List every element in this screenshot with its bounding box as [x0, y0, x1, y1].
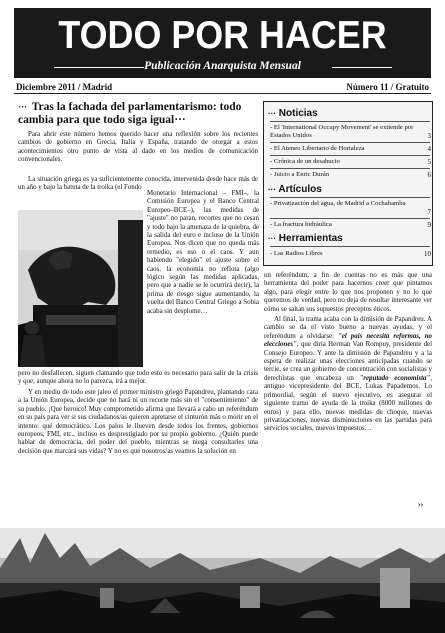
- subtitle-rule-right: [332, 67, 392, 68]
- toc-divider: [270, 121, 430, 122]
- toc-bullet: ···: [268, 185, 276, 194]
- pull-quote-reformas: "el país necesita reformas, no elecciones": [264, 332, 432, 349]
- right-paragraph-2-middle: , que diría Herman Van Rompuy, presidente del Consejo Europeo. Y ante la dimisión de Papandreu y a la espera de realizar unas elecciones anticipadas cuando se tercie, se crea un gobierno de concentración con socialistas y derechistas que encabeza un: [264, 341, 432, 382]
- masthead: [14, 8, 431, 78]
- issue-date: Diciembre 2011 / Madrid: [16, 82, 113, 92]
- toc-bullet: ···: [268, 109, 276, 118]
- toc-page-number: 7: [427, 208, 431, 216]
- issue-number: Número 11 / Gratuito: [346, 82, 429, 92]
- newspaper-title: TODO POR HACER: [58, 14, 387, 57]
- article-paragraph-2-wrap: Monetario Internacional – FMI–, la Comisión Europea y el Banco Central Europeo–BCE–), las medidas de "ajuste" no paran, recortes que no cesan y todo bajo la amenaza de la quiebra, de la salida del euro e incluso de la Unión Europea. Nos dicen que no queda más remedio, es eso o el caos. Y aun habiendo "elegido" el ajuste sobre el caos, la economía no reflota (algo lógico según las medidas aplicadas, pero que a nadie se le ocurrirá decir), la prima de riesgo sigue aumentando, la vuelta del Banco Central Griego a Sobia acaba sin desplome…: [147, 190, 259, 315]
- toc-page-number: 5: [427, 158, 431, 166]
- toc-bullet: ···: [268, 234, 276, 243]
- article-paragraph-2-top: La situación griega es ya suficientemente conocida, intervenida desde hace más de un año y bajo la batuta de la troika (el Fondo: [18, 176, 258, 192]
- article-headline: [18, 101, 258, 127]
- right-paragraph-2: [264, 316, 432, 434]
- toc-divider: [270, 197, 430, 198]
- toc-divider: [270, 246, 430, 247]
- toc-heading-articulos: [268, 184, 322, 195]
- article-photo: [18, 210, 143, 367]
- right-paragraph-2-start: Al final, la trama acaba con la dimisión de Papandreu. A cambio se da el visto bueno a nuevas ayudas, y el referéndum a olvidarse:: [264, 316, 432, 340]
- right-paragraph-2-end: , antiguo vicepresidente del BCE, Lukas Papademos. Lo primordial, según el nuevo ejecutivo, es asegurar el siguiente tramo de ayuda de la troika (8000 millones de euros) y para ello, nuevas medidas de choque, nuevas privatizaciones, nuevas disminuciones en las partidas para servicios sociales, nuevos impuestos…: [264, 374, 432, 433]
- toc-page-number: 4: [427, 145, 431, 153]
- toc-divider: [270, 168, 430, 169]
- riot-police-statue-photo: [18, 210, 143, 367]
- toc-divider: [270, 142, 430, 143]
- toc-item[interactable]: - Las Radios Libres: [270, 250, 323, 257]
- newspaper-subtitle: Publicación Anarquista Mensual: [144, 60, 301, 72]
- toc-page-number: 9: [427, 221, 431, 229]
- article-paragraph-3: Y en medio de todo este jaleo el primer ministro griego Papandreu, plantando cara a la Unión Europea, decide que no hará ni un recorte más sin el "consentimiento" de su pueblo. ¡Qué heroico! Muy comprometido afirma que llevará a cabo un referéndum en su país para ver si sus ciudadanos/as quieren apretarse el cinturón más o morir en el intento: qué democrático. Los palos le llueven desde todos los frentes, gobiernos europeos, FMI, etc., incluso es desprestigiado por su propio gobierno. ¿Quién puede hablar de democracia, del poder del pueblo, mientras se niega consultarles una decisión que marcará sus vidas? Y no es que nosotros/as veamos la solución en: [18, 389, 258, 455]
- toc-heading-label: Artículos: [278, 184, 322, 195]
- toc-heading-noticias: [268, 108, 318, 119]
- toc-heading-herramientas: [268, 233, 343, 244]
- article-right-column: [264, 272, 432, 436]
- toc-item[interactable]: - Juicio a Enric Durán: [270, 171, 330, 178]
- continue-arrows[interactable]: ››: [418, 500, 424, 509]
- toc-heading-label: Herramientas: [278, 233, 343, 244]
- toc-divider: [270, 218, 430, 219]
- dateline: [14, 80, 431, 94]
- toc-divider: [270, 155, 430, 156]
- ruined-buildings-photo: [0, 528, 445, 633]
- toc-page-number: 3: [427, 132, 431, 140]
- article-paragraph-2-end: pero no desfallecen, siguen clamando que todo esto es necesario para salir de la crisis y que, aunque ahora no lo parezca, irá a mejor.: [18, 370, 258, 386]
- toc-item[interactable]: - La fractura hidráulica: [270, 221, 332, 228]
- toc-page-number: 10: [424, 250, 431, 258]
- dateline-divider: [14, 93, 431, 94]
- table-of-contents: [263, 101, 433, 266]
- headline-text: Tras la fachada del parlamentarismo: todo cambia para que todo siga igual···: [18, 101, 242, 126]
- toc-item[interactable]: - Crónica de un desahucio: [270, 158, 340, 165]
- right-paragraph-1: un referéndum, a fin de cuentas no es más que una herramienta del poder para hacernos creer que pintamos algo, para elegir entre lo que nos proponen y no lo que queremos de verdad, pero no deja de resultar interesante ver cómo se saltan sus supuestos preceptos éticos.: [264, 272, 432, 313]
- toc-item[interactable]: - El Ateneo Libertario de Hortaleza: [270, 145, 365, 152]
- bottom-photo: [0, 528, 445, 633]
- toc-item[interactable]: - El 'International Occupy Movement' se extiende por Estados Unidos: [270, 124, 414, 139]
- toc-heading-label: Noticias: [278, 108, 318, 119]
- pull-quote-economista: "reputado economista": [359, 374, 431, 382]
- headline-bullet: ···: [18, 102, 28, 112]
- article-intro: Para abrir este número hemos querido hacer una reflexión sobre los recientes cambios de gobierno en Grecia, Italia y España, tratando de otorgar a estos acontecimientos otro punto de vista al dado en los medios de comunicación convencionales.: [18, 131, 258, 164]
- toc-page-number: 6: [427, 171, 431, 179]
- toc-item[interactable]: - Privatización del agua, de Madrid a Cochabamba: [270, 200, 406, 207]
